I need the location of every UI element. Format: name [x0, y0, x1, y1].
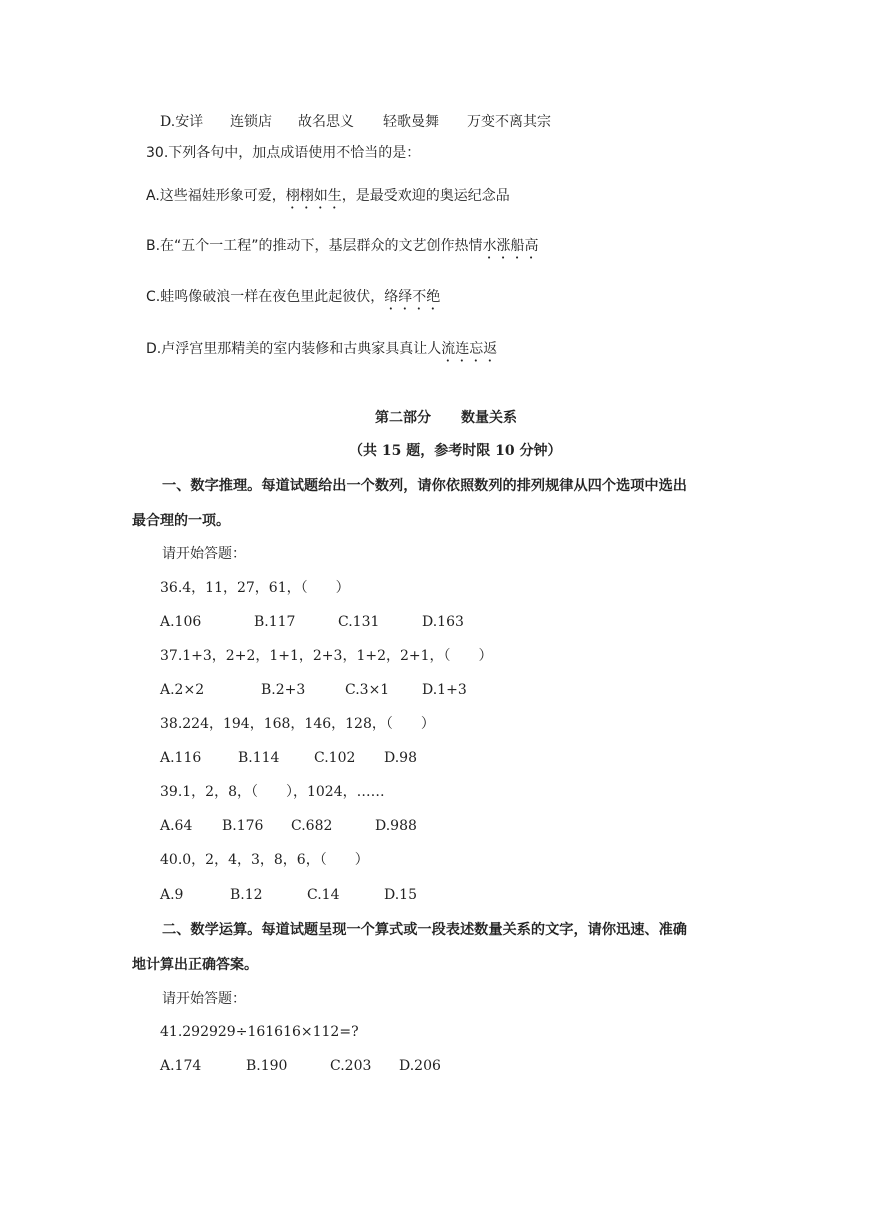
q30-stem: 30.下列各句中，加点成语使用不恰当的是： [146, 145, 421, 161]
q29-option-d-word-5: 万变不离其宗 [467, 114, 551, 130]
q39-option-a: A.64 [160, 818, 193, 834]
q41-option-d: D.206 [399, 1058, 441, 1074]
q36-option-a: A.106 [160, 614, 202, 630]
section-name: 数量关系 [461, 410, 517, 426]
q38-option-d: D.98 [384, 750, 417, 766]
q40-option-b: B.12 [230, 887, 263, 903]
q29-option-d-word-3: 故名思义 [298, 114, 354, 130]
q30-a-pre: A.这些福娃形象可爱， [146, 188, 286, 204]
q39-option-c: C.682 [291, 818, 333, 834]
q30-c-pre: C.蛙鸣像破浪一样在夜色里此起彼伏， [146, 289, 385, 305]
q40-option-d: D.15 [384, 887, 417, 903]
q41-stem: 41.292929÷161616×112=? [160, 1024, 359, 1040]
q41-option-a: A.174 [160, 1058, 202, 1074]
q37-option-d: D.1+3 [422, 682, 467, 698]
q29-option-d-word-1: 安详 [175, 114, 204, 130]
q38-option-a: A.116 [160, 750, 202, 766]
q29-option-d-word-2: 连锁店 [230, 114, 272, 130]
q37-option-c: C.3×1 [345, 682, 390, 698]
q29-option-d [160, 112, 203, 132]
q29-option-d-label: D. [160, 114, 176, 130]
q30-option-a [146, 186, 510, 212]
q38-stem: 38.224，194，168，146，128，（ ） [160, 716, 435, 732]
part2-instruction-line2: 地计算出正确答案。 [132, 957, 258, 973]
part1-instruction-line1: 一、数字推理。每道试题给出一个数列，请你依照数列的排列规律从四个选项中选出 [162, 478, 687, 494]
q36-option-b: B.117 [254, 614, 296, 630]
part1-instruction-line2: 最合理的一项。 [132, 513, 230, 529]
q36-option-d: D.163 [422, 614, 464, 630]
part2-start-prompt: 请开始答题： [162, 991, 246, 1007]
q39-option-b: B.176 [222, 818, 264, 834]
q30-a-post: ，是最受欢迎的奥运纪念品 [341, 188, 510, 204]
section-title: 第二部分 [375, 410, 431, 426]
q37-option-b: B.2+3 [261, 682, 306, 698]
part1-start-prompt: 请开始答题： [162, 546, 246, 562]
q37-option-a: A.2×2 [160, 682, 205, 698]
q36-option-c: C.131 [338, 614, 380, 630]
q40-option-a: A.9 [160, 887, 184, 903]
q40-option-c: C.14 [307, 887, 340, 903]
q30-option-c [146, 287, 440, 313]
q30-d-pre: D.卢浮宫里那精美的室内装修和古典家具真让人 [146, 341, 442, 357]
q30-b-pre: B.在“五个一工程”的推动下，基层群众的文艺创作热情 [146, 238, 483, 254]
q39-stem: 39.1，2，8，（ ），1024，…… [160, 784, 385, 800]
q36-stem: 36.4，11，27，61，（ ） [160, 580, 350, 596]
q30-d-idiom: 流连忘返 [441, 341, 498, 357]
q30-c-idiom: 络绎不绝 [384, 289, 441, 305]
part2-instruction-line1: 二、数学运算。每道试题呈现一个算式或一段表述数量关系的文字，请你迅速、准确 [162, 922, 687, 938]
q30-option-d [146, 339, 497, 365]
q40-stem: 40.0，2，4，3，8，6，（ ） [160, 852, 369, 868]
q38-option-c: C.102 [314, 750, 356, 766]
q30-a-idiom: 栩栩如生 [285, 188, 342, 204]
q39-option-d: D.988 [375, 818, 417, 834]
q29-option-d-word-4: 轻歌曼舞 [383, 114, 439, 130]
section-subtitle: （共 15 题，参考时限 10 分钟） [349, 443, 562, 459]
q41-option-c: C.203 [330, 1058, 372, 1074]
q41-option-b: B.190 [246, 1058, 288, 1074]
q30-b-idiom: 水涨船高 [482, 238, 539, 254]
q37-stem: 37.1+3，2+2，1+1，2+3，1+2，2+1，（ ） [160, 648, 493, 664]
q38-option-b: B.114 [238, 750, 280, 766]
q30-option-b [146, 236, 539, 262]
